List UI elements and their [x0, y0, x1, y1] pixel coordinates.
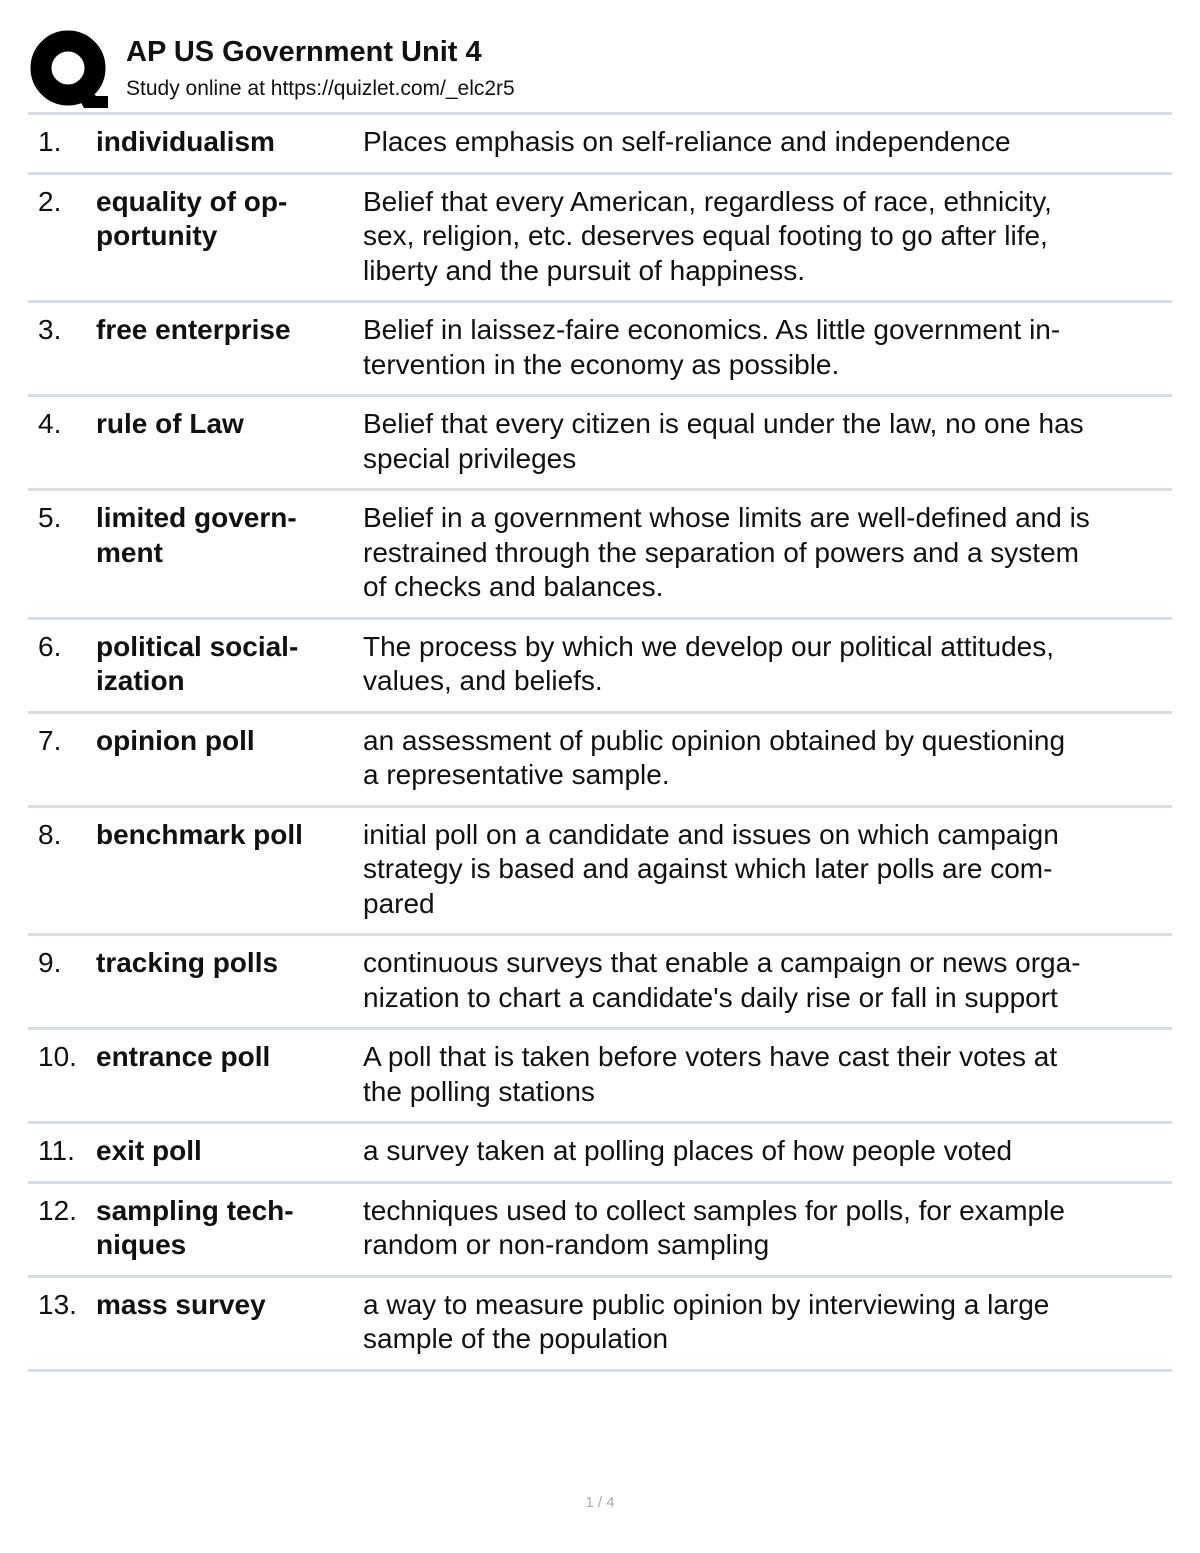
term-name: benchmark poll: [96, 818, 303, 850]
term-row: [28, 303, 1172, 397]
definition-line: Places emphasis on self-reliance and independence: [363, 126, 1011, 157]
definition-line: tervention in the economy as possible.: [363, 348, 840, 380]
term-number: 9.: [38, 947, 62, 978]
term-number: 2.: [38, 185, 62, 217]
term-row: [28, 1278, 1172, 1372]
term-number: 6.: [38, 630, 62, 662]
definition-line: strategy is based and against which later polls are com-: [363, 853, 1053, 884]
term-name-line: sampling tech-: [96, 1194, 294, 1226]
term-definition: [363, 1040, 1163, 1109]
term-definition: [363, 1288, 1163, 1357]
definition-line: The process by which we develop our political attitudes,: [363, 630, 1055, 662]
term-name-line: portunity: [96, 220, 218, 251]
term-name: tracking polls: [96, 947, 279, 978]
term-name: [96, 501, 346, 570]
term-name-line: political social-: [96, 630, 299, 662]
definition-line: restrained through the separation of powers and a system: [363, 536, 1079, 568]
definition-line: of checks and balances.: [363, 571, 664, 602]
term-row: [28, 1124, 1172, 1184]
definition-line: liberty and the pursuit of happiness.: [363, 254, 806, 286]
term-name-line: ization: [96, 665, 185, 696]
term-row: [28, 175, 1172, 304]
term-name: [96, 185, 346, 254]
term-definition: [363, 946, 1163, 1015]
term-row: [28, 115, 1172, 175]
definition-line: special privileges: [363, 442, 577, 474]
term-number: 5.: [38, 502, 62, 533]
term-definition: [363, 630, 1163, 699]
term-number: 13.: [38, 1288, 77, 1320]
term-number: 12.: [38, 1194, 77, 1226]
term-name: rule of Law: [96, 408, 244, 439]
term-name: [96, 1194, 346, 1263]
term-definition: [363, 818, 1163, 922]
page-indicator: 1 / 4: [585, 1494, 615, 1511]
term-number: 4.: [38, 408, 62, 439]
term-number: 8.: [38, 818, 62, 850]
term-row: [28, 491, 1172, 620]
page-title: AP US Government Unit 4: [126, 36, 482, 68]
term-number: 11.: [38, 1135, 75, 1166]
term-name-line: equality of op-: [96, 185, 288, 217]
term-definition: [363, 1134, 1163, 1169]
definition-line: a survey taken at polling places of how people voted: [363, 1135, 1013, 1166]
term-row: [28, 1030, 1172, 1124]
terms-table: [28, 115, 1172, 1372]
definition-line: initial poll on a candidate and issues on which campaign: [363, 818, 1059, 850]
term-definition: [363, 125, 1163, 160]
term-name: mass survey: [96, 1288, 266, 1320]
term-name: individualism: [96, 126, 275, 157]
term-number: 3.: [38, 314, 62, 345]
definition-line: Belief in a government whose limits are well-defined and is: [363, 502, 1090, 533]
definition-line: Belief that every citizen is equal under the law, no one has: [363, 408, 1084, 439]
term-name: entrance poll: [96, 1041, 271, 1072]
definition-line: a way to measure public opinion by interviewing a large: [363, 1288, 1050, 1320]
term-definition: [363, 185, 1163, 289]
definition-line: Belief in laissez-faire economics. As little government in-: [363, 314, 1061, 345]
definition-line: continuous surveys that enable a campaign or news orga-: [363, 947, 1081, 978]
term-definition: [363, 501, 1163, 605]
definition-line: the polling stations: [363, 1075, 595, 1107]
header: [28, 28, 1172, 112]
term-definition: [363, 1194, 1163, 1263]
definition-line: techniques used to collect samples for polls, for example: [363, 1194, 1065, 1226]
term-number: 7.: [38, 724, 62, 756]
definition-line: random or non-random sampling: [363, 1229, 770, 1260]
term-definition: [363, 407, 1163, 476]
term-name: opinion poll: [96, 724, 255, 756]
term-row: [28, 808, 1172, 937]
term-definition: [363, 313, 1163, 382]
definition-line: an assessment of public opinion obtained by questioning: [363, 724, 1066, 756]
term-name-line: ment: [96, 536, 163, 568]
term-row: [28, 620, 1172, 714]
definition-line: values, and beliefs.: [363, 665, 603, 696]
term-name-line: niques: [96, 1229, 187, 1260]
term-number: 10.: [38, 1041, 77, 1072]
definition-line: Belief that every American, regardless of race, ethnicity,: [363, 185, 1052, 217]
term-row: [28, 936, 1172, 1030]
definition-line: nization to chart a candidate's daily rise or fall in support: [363, 981, 1058, 1013]
quizlet-q-logo-icon: [30, 30, 108, 108]
term-definition: [363, 724, 1163, 793]
term-row: [28, 714, 1172, 808]
term-row: [28, 397, 1172, 491]
term-name-line: limited govern-: [96, 502, 297, 533]
definition-line: pared: [363, 887, 435, 919]
term-name: [96, 630, 346, 699]
term-row: [28, 1184, 1172, 1278]
term-name: exit poll: [96, 1135, 202, 1166]
definition-line: sample of the population: [363, 1323, 669, 1354]
term-name: free enterprise: [96, 314, 291, 345]
definition-line: sex, religion, etc. deserves equal footing to go after life,: [363, 220, 1048, 251]
definition-line: A poll that is taken before voters have cast their votes at: [363, 1041, 1058, 1072]
definition-line: a representative sample.: [363, 759, 670, 790]
page-subtitle: Study online at https://quizlet.com/_elc2r5: [126, 77, 515, 100]
term-number: 1.: [38, 126, 62, 157]
